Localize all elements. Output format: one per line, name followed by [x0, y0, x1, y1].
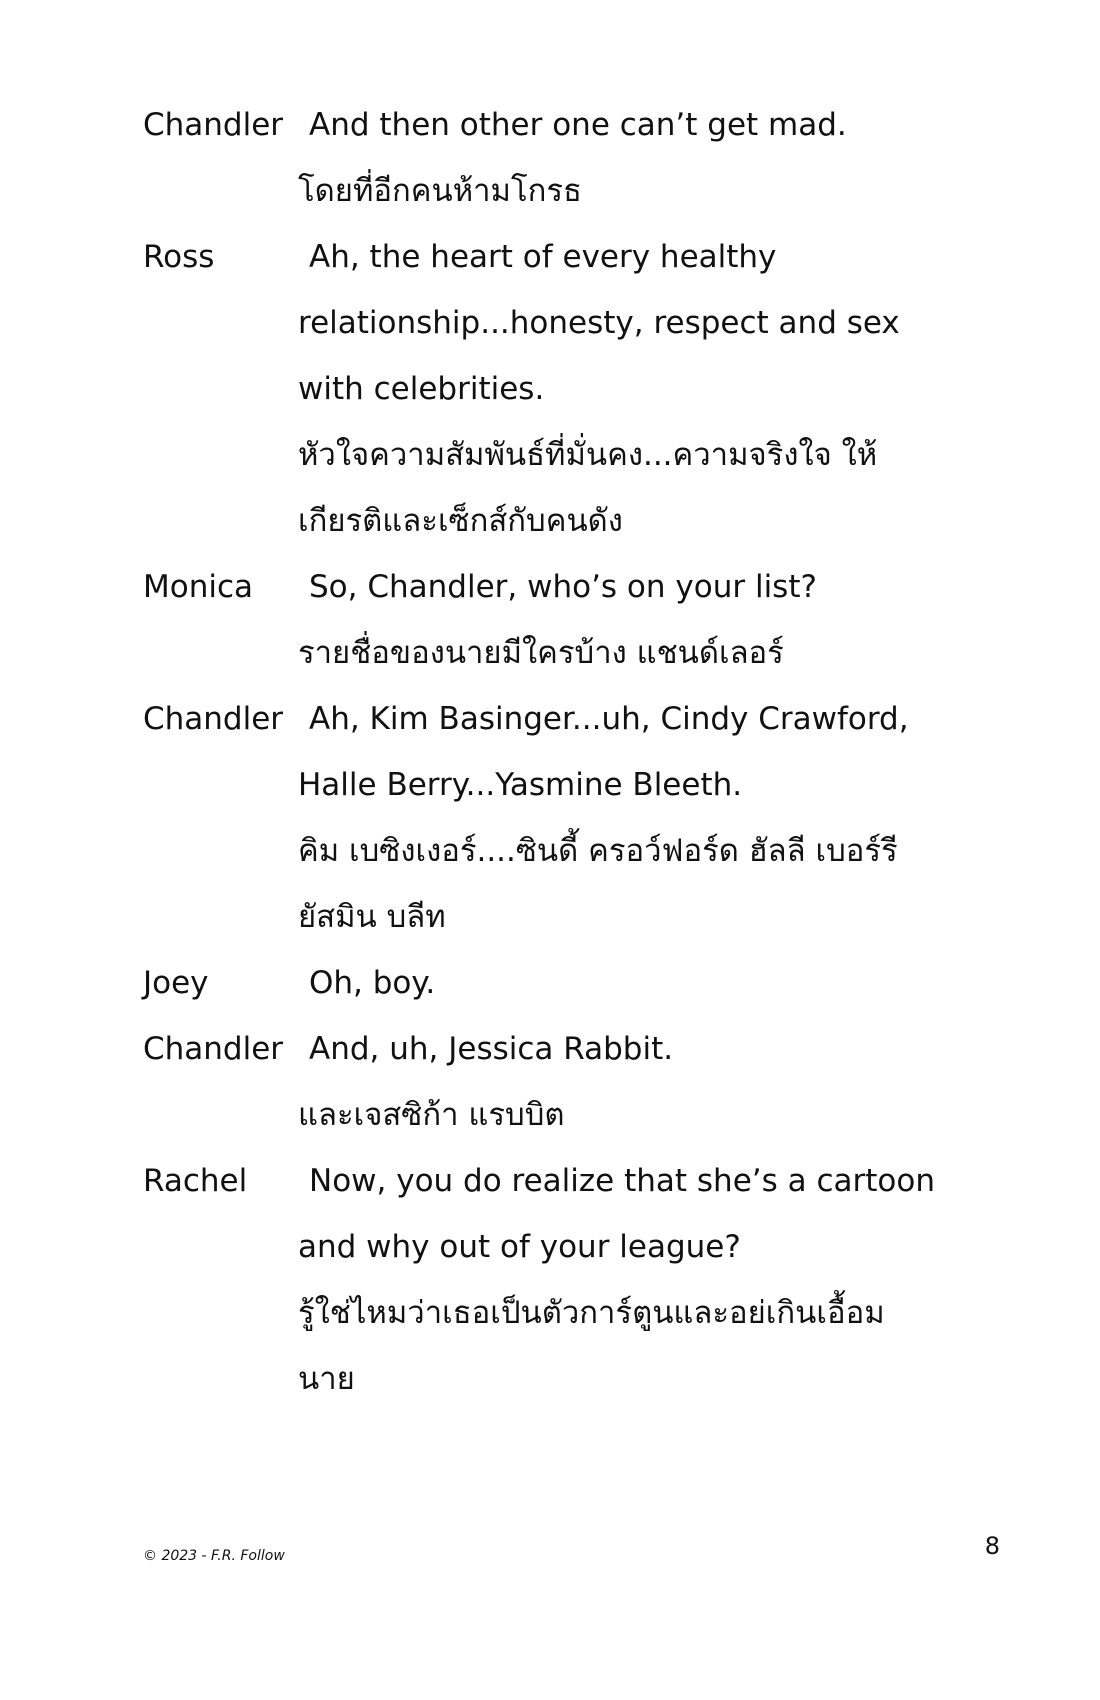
dialogue-entry: [143, 554, 1023, 686]
dialogue-text: Ah, Kim Basinger...uh, Cindy Crawford,: [309, 701, 909, 737]
speaker-name: Ross: [143, 239, 215, 275]
dialogue-line: [143, 1346, 1023, 1412]
copyright-footer: © 2023 - F.R. Follow: [143, 1548, 285, 1564]
dialogue-entry: [143, 1148, 1023, 1412]
dialogue-text: โดยที่อีกคนห้ามโกรธ: [298, 173, 582, 209]
speaker-name: Monica: [143, 569, 254, 605]
dialogue-text: คิม เบซิงเงอร์....ซินดี้ ครอว์ฟอร์ด ฮัลลี เบอร์รี: [298, 833, 898, 869]
dialogue-text: Halle Berry...Yasmine Bleeth.: [298, 767, 743, 803]
dialogue-text: และเจสซิก้า แรบบิต: [298, 1097, 565, 1133]
dialogue-entry: [143, 224, 1023, 554]
dialogue-text: Now, you do realize that she’s a cartoon: [309, 1163, 935, 1199]
dialogue-entry: [143, 686, 1023, 950]
dialogue-text: relationship...honesty, respect and sex: [298, 305, 900, 341]
dialogue-line: [143, 1082, 1023, 1148]
dialogue-text: Ah, the heart of every healthy: [309, 239, 777, 275]
dialogue-text: Oh, boy.: [309, 965, 436, 1001]
dialogue-script: [143, 92, 1023, 1412]
dialogue-line: [143, 422, 1023, 488]
dialogue-text: ยัสมิน บลีท: [298, 899, 446, 935]
dialogue-line: [143, 488, 1023, 554]
page-number: 8: [984, 1532, 1000, 1560]
dialogue-line: [143, 752, 1023, 818]
dialogue-text: with celebrities.: [298, 371, 545, 407]
dialogue-line: [143, 158, 1023, 224]
dialogue-text: นาย: [298, 1361, 355, 1397]
dialogue-text: รายชื่อของนายมีใครบ้าง แชนด์เลอร์: [298, 635, 784, 671]
speaker-name: Chandler: [143, 1031, 284, 1067]
dialogue-line: [143, 554, 1023, 620]
dialogue-text: So, Chandler, who’s on your list?: [309, 569, 817, 605]
speaker-name: Rachel: [143, 1163, 248, 1199]
dialogue-line: [143, 1280, 1023, 1346]
speaker-name: Chandler: [143, 701, 284, 737]
dialogue-text: เกียรติและเซ็กส์กับคนดัง: [298, 503, 623, 539]
dialogue-line: [143, 1016, 1023, 1082]
dialogue-entry: [143, 92, 1023, 224]
speaker-name: Chandler: [143, 107, 284, 143]
dialogue-entry: [143, 950, 1023, 1016]
dialogue-line: [143, 92, 1023, 158]
dialogue-line: [143, 1214, 1023, 1280]
dialogue-line: [143, 290, 1023, 356]
dialogue-line: [143, 620, 1023, 686]
dialogue-line: [143, 686, 1023, 752]
dialogue-text: หัวใจความสัมพันธ์ที่มั่นคง...ความจริงใจ ให้: [298, 437, 878, 473]
dialogue-line: [143, 884, 1023, 950]
dialogue-text: and why out of your league?: [298, 1229, 741, 1265]
dialogue-line: [143, 356, 1023, 422]
dialogue-line: [143, 224, 1023, 290]
dialogue-text: And then other one can’t get mad.: [309, 107, 847, 143]
dialogue-line: [143, 950, 1023, 1016]
dialogue-line: [143, 1148, 1023, 1214]
dialogue-text: And, uh, Jessica Rabbit.: [309, 1031, 674, 1067]
dialogue-entry: [143, 1016, 1023, 1148]
dialogue-line: [143, 818, 1023, 884]
speaker-name: Joey: [143, 965, 209, 1001]
dialogue-text: รู้ใช่ไหมว่าเธอเป็นตัวการ์ตูนและอย่เกินเอื้อม: [298, 1295, 885, 1331]
